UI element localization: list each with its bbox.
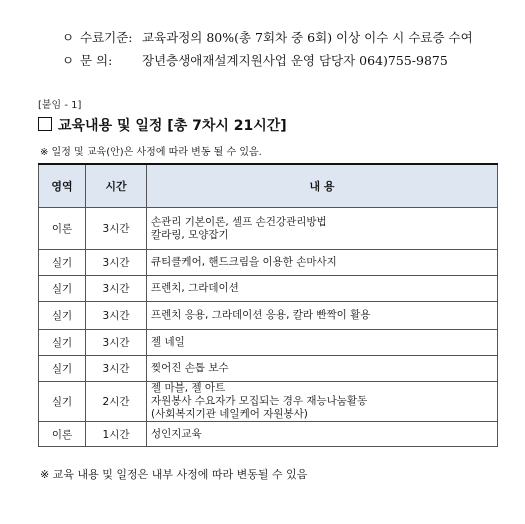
section-heading (38, 115, 287, 135)
cell-time: 3시간 (86, 276, 147, 302)
content-line: 젤 네일 (151, 336, 185, 348)
completion-label: 수료기준: (80, 30, 133, 45)
cell-content (147, 276, 498, 302)
contact-line (62, 51, 448, 69)
cell-area: 실기 (39, 302, 86, 330)
heading-suffix: [총 7차시 21시간] (167, 118, 287, 134)
table-row (39, 250, 498, 276)
cell-content (147, 382, 498, 422)
table-body (39, 208, 498, 447)
header-time: 시간 (86, 164, 147, 208)
cell-time: 3시간 (86, 302, 147, 330)
table-row (39, 276, 498, 302)
cell-content (147, 250, 498, 276)
cell-area: 실기 (39, 382, 86, 422)
content-line: 프렌치, 그라데이션 (151, 282, 239, 294)
header-area: 영역 (39, 164, 86, 208)
footer-note: ※ 교육 내용 및 일정은 내부 사정에 따라 변동될 수 있음 (40, 468, 308, 481)
table-row (39, 302, 498, 330)
content-line: 프렌치 응용, 그라데이션 응용, 칼라 빤짝이 활용 (151, 309, 371, 321)
cell-time: 3시간 (86, 330, 147, 356)
content-line: 자원봉사 수요자가 모집되는 경우 재능나눔활동 (151, 395, 368, 407)
contact-text: 장년층생애재설계지원사업 운영 담당자 064)755-9875 (141, 53, 448, 68)
cell-area: 실기 (39, 250, 86, 276)
cell-area: 실기 (39, 276, 86, 302)
cell-time: 3시간 (86, 250, 147, 276)
checkbox-square-icon (38, 117, 52, 131)
cell-time: 2시간 (86, 382, 147, 422)
cell-area: 이론 (39, 422, 86, 447)
bullet-circle-icon: ㅇ (62, 53, 75, 68)
header-content: 내 용 (147, 164, 498, 208)
table-row (39, 330, 498, 356)
heading-title: 교육내용 및 일정 (58, 118, 163, 134)
content-line: (사회복지기관 네일케어 자원봉사) (151, 408, 308, 420)
completion-text: 교육과정의 80%(총 7회차 중 6회) 이상 이수 시 수료증 수여 (141, 30, 473, 45)
cell-time: 3시간 (86, 208, 147, 250)
appendix-label: [붙임 - 1] (38, 100, 82, 111)
schedule-table (38, 163, 498, 447)
cell-area: 이론 (39, 208, 86, 250)
completion-criteria-line (62, 28, 473, 46)
contact-label: 문 의: (80, 53, 113, 68)
content-line: 칼라링, 모양잡기 (151, 228, 229, 241)
cell-content (147, 208, 498, 250)
cell-content (147, 356, 498, 382)
schedule-note: ※ 일정 및 교육(안)은 사정에 따라 변동 될 수 있음. (40, 147, 262, 158)
content-line: 찢어진 손톱 보수 (151, 362, 229, 374)
cell-area: 실기 (39, 330, 86, 356)
cell-time: 3시간 (86, 356, 147, 382)
content-line: 큐티클케어, 핸드크림을 이용한 손마사지 (151, 256, 337, 268)
cell-time: 1시간 (86, 422, 147, 447)
content-line: 손관리 기본이론, 셀프 손건강관리방법 (151, 215, 327, 228)
table-row (39, 208, 498, 250)
table-row (39, 422, 498, 447)
table-row (39, 382, 498, 422)
bullet-circle-icon: ㅇ (62, 30, 75, 45)
table-row (39, 356, 498, 382)
table-header-row (39, 164, 498, 208)
content-line: 성인지교육 (151, 427, 202, 440)
cell-content (147, 422, 498, 447)
cell-content (147, 330, 498, 356)
cell-content (147, 302, 498, 330)
cell-area: 실기 (39, 356, 86, 382)
content-line: 젤 마블, 젤 아트 (151, 382, 226, 394)
